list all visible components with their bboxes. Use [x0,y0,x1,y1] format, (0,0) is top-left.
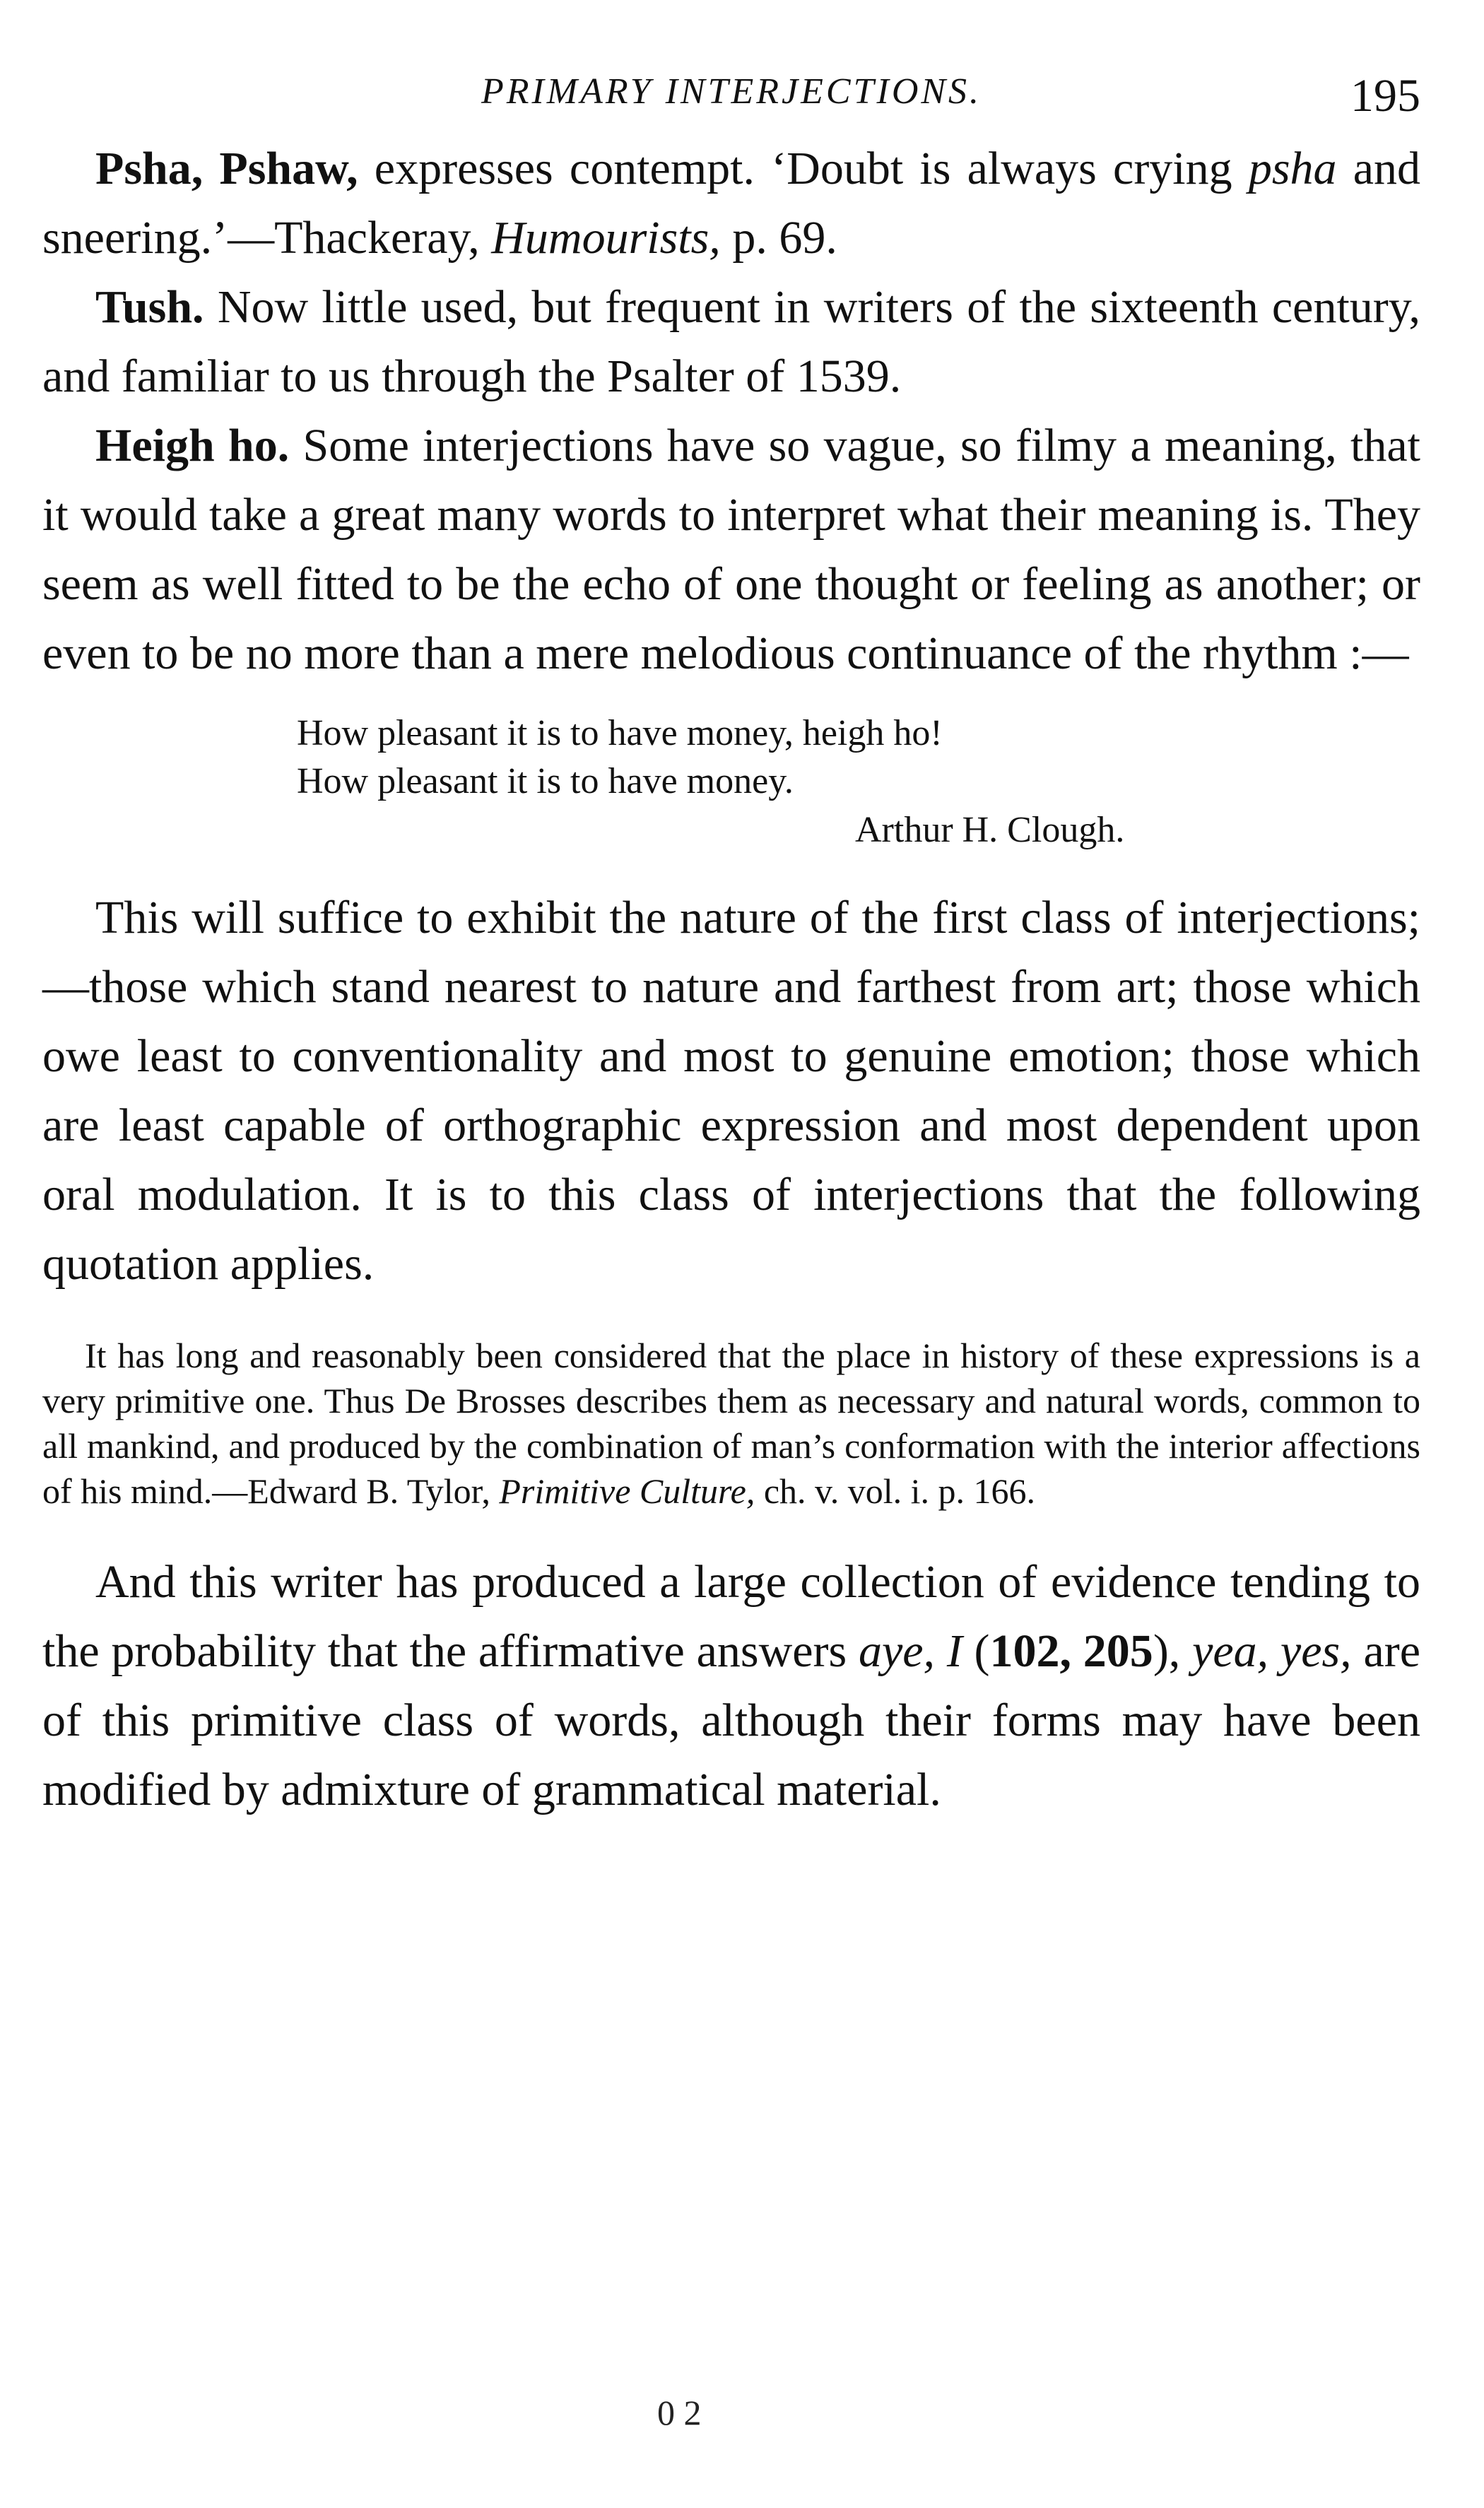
quotation-cite: ch. v. vol. i. p. 166. [755,1471,1036,1511]
final-text: And this writer has produced a large collection of evidence tending to the probability that the affirmative answers [42,1556,1420,1677]
verse-line: How pleasant it is to have money, heigh ho! [297,713,943,753]
final-text: are of this primitive class of words, although their forms may have been modified by admixture of grammatical material. [42,1625,1421,1815]
head-word-heigh-ho: Heigh ho. [95,420,290,471]
running-title: PRIMARY INTERJECTIONS. [481,71,982,112]
entry-text: expresses contempt. ‘Doubt is always crying [358,143,1249,194]
final-text: ), [1153,1625,1193,1677]
head-word-tush: Tush. [95,281,204,333]
entry-heigh-ho [42,411,1420,688]
verse-quote [297,710,1420,855]
entry-text: and sneering.’—Thackeray, [42,143,1420,264]
italic-word: yea, yes, [1192,1625,1352,1677]
body-paragraph: This will suffice to exhibit the nature of the first class of interjections;—those which stand nearest to nature and farthest from art; those which owe least to conventionality and most to genuine emotion; those which are least capable of orthographic expression and most dependent upon oral modulation. It is to this class of interjections that the following quotation applies. [42,892,1420,1290]
verse-line: How pleasant it is to have money. [297,761,794,801]
quotation-text: It has long and reasonably been considered that the place in history of these expressions is a very primitive one. Thus De Brosses describes them as necessary and natural words, common to all mankind, and produced by the combination of man’s conformation with the interior affections of his mind.—Edward B. Tylor, [42,1336,1420,1511]
final-paragraph [42,1548,1420,1825]
quotation-work: Primitive Culture, [499,1471,755,1511]
block-quotation [42,1333,1420,1514]
italic-word: aye, I [858,1625,962,1677]
signature-mark: 0 2 [657,2393,702,2432]
running-head [42,57,1420,134]
work-title: Humourists, [491,212,721,264]
bold-reference: 102, 205 [989,1625,1153,1677]
verse-attribution: Arthur H. Clough. [855,810,1125,850]
entry-text: Some interjections have so vague, so filmy a meaning, that it would take a great many words to interpret what their meaning is. They seem as well fitted to be the echo of one thought or feeling as another; or even to be no more than a mere melodious continuance of the rhythm :— [42,420,1420,679]
entry-psha [42,134,1420,273]
entry-tush [42,273,1420,411]
head-word-psha: Psha, Pshaw, [95,143,358,194]
final-text: ( [962,1625,990,1677]
entry-text: p. 69. [720,212,837,264]
entry-text: Now little used, but frequent in writers of the sixteenth century, and familiar to us through the Psalter of 1539. [42,281,1420,402]
book-page [42,57,1420,2459]
italic-word: psha [1248,143,1337,194]
page-number: 195 [1350,70,1420,122]
